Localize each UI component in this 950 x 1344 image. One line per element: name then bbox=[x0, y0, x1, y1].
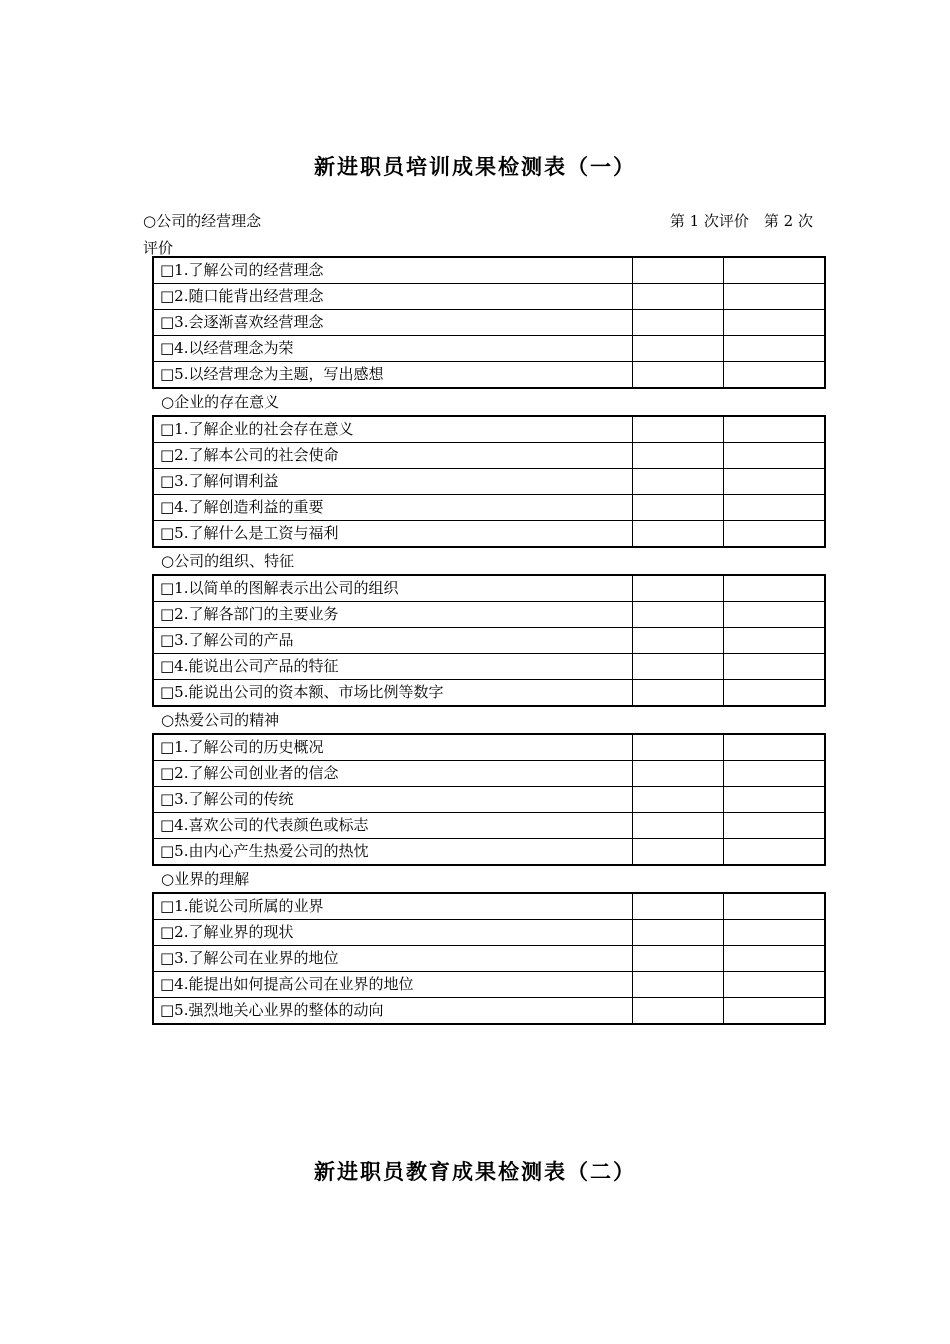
second-evaluation-cell[interactable] bbox=[724, 521, 826, 548]
checklist-table bbox=[152, 892, 826, 1025]
section-label: ○企业的存在意义 bbox=[161, 393, 280, 411]
section-label: ○公司的组织、特征 bbox=[161, 552, 295, 570]
second-evaluation-cell[interactable] bbox=[724, 469, 826, 495]
second-evaluation-cell[interactable] bbox=[724, 680, 826, 707]
table-row bbox=[153, 521, 825, 548]
second-evaluation-cell[interactable] bbox=[724, 416, 826, 443]
first-evaluation-cell[interactable] bbox=[633, 839, 724, 866]
checklist-item-text: □5.强烈地关心业界的整体的动向 bbox=[153, 998, 633, 1025]
first-evaluation-cell[interactable] bbox=[633, 654, 724, 680]
checklist-item-text: □1.能说公司所属的业界 bbox=[153, 893, 633, 920]
second-evaluation-cell[interactable] bbox=[724, 284, 826, 310]
checklist-item-text: □4.能说出公司产品的特征 bbox=[153, 654, 633, 680]
table-row bbox=[153, 310, 825, 336]
second-evaluation-cell[interactable] bbox=[724, 946, 826, 972]
table-row bbox=[153, 575, 825, 602]
table-row bbox=[153, 602, 825, 628]
table-row bbox=[153, 787, 825, 813]
page-title: 新进职员培训成果检测表（一） bbox=[314, 155, 636, 179]
first-evaluation-cell[interactable] bbox=[633, 310, 724, 336]
second-evaluation-cell[interactable] bbox=[724, 654, 826, 680]
checklist-item-text: □3.了解公司在业界的地位 bbox=[153, 946, 633, 972]
second-evaluation-cell[interactable] bbox=[724, 787, 826, 813]
checklist-item-text: □5.了解什么是工资与福利 bbox=[153, 521, 633, 548]
table-row bbox=[153, 654, 825, 680]
checklist-item-text: □3.了解公司的传统 bbox=[153, 787, 633, 813]
first-evaluation-cell[interactable] bbox=[633, 602, 724, 628]
checklist-item-text: □5.能说出公司的资本额、市场比例等数字 bbox=[153, 680, 633, 707]
first-evaluation-cell[interactable] bbox=[633, 628, 724, 654]
second-evaluation-cell[interactable] bbox=[724, 893, 826, 920]
second-evaluation-cell[interactable] bbox=[724, 813, 826, 839]
second-evaluation-cell[interactable] bbox=[724, 362, 826, 389]
checklist-item-text: □2.了解业界的现状 bbox=[153, 920, 633, 946]
section-header-row bbox=[143, 210, 813, 230]
table-row bbox=[153, 628, 825, 654]
checklist-item-text: □4.能提出如何提高公司在业界的地位 bbox=[153, 972, 633, 998]
table-row bbox=[153, 946, 825, 972]
checklist-item-text: □3.了解公司的产品 bbox=[153, 628, 633, 654]
section-label: ○公司的经营理念 bbox=[143, 212, 262, 230]
checklist-sections bbox=[152, 256, 826, 1025]
section-label: ○业界的理解 bbox=[161, 870, 250, 888]
first-evaluation-cell[interactable] bbox=[633, 416, 724, 443]
checklist-item-text: □4.了解创造利益的重要 bbox=[153, 495, 633, 521]
first-evaluation-cell[interactable] bbox=[633, 920, 724, 946]
table-row bbox=[153, 257, 825, 284]
first-evaluation-cell[interactable] bbox=[633, 680, 724, 707]
checklist-item-text: □1.了解公司的经营理念 bbox=[153, 257, 633, 284]
second-evaluation-cell[interactable] bbox=[724, 839, 826, 866]
first-evaluation-cell[interactable] bbox=[633, 972, 724, 998]
first-evaluation-cell[interactable] bbox=[633, 362, 724, 389]
first-evaluation-cell[interactable] bbox=[633, 257, 724, 284]
first-evaluation-cell[interactable] bbox=[633, 761, 724, 787]
checklist-item-text: □2.随口能背出经营理念 bbox=[153, 284, 633, 310]
checklist-item-text: □5.由内心产生热爱公司的热忱 bbox=[153, 839, 633, 866]
table-row bbox=[153, 362, 825, 389]
second-evaluation-cell[interactable] bbox=[724, 734, 826, 761]
first-evaluation-cell[interactable] bbox=[633, 521, 724, 548]
second-evaluation-cell[interactable] bbox=[724, 628, 826, 654]
evaluation-columns-label: 第 1 次评价 第 2 次 bbox=[669, 212, 813, 230]
checklist-table bbox=[152, 415, 826, 548]
second-evaluation-cell[interactable] bbox=[724, 495, 826, 521]
first-evaluation-cell[interactable] bbox=[633, 336, 724, 362]
second-evaluation-cell[interactable] bbox=[724, 443, 826, 469]
checklist-table bbox=[152, 574, 826, 707]
table-row bbox=[153, 839, 825, 866]
table-row bbox=[153, 972, 825, 998]
first-evaluation-cell[interactable] bbox=[633, 469, 724, 495]
second-evaluation-cell[interactable] bbox=[724, 920, 826, 946]
evaluation-columns-label-wrap: 评价 bbox=[143, 239, 174, 257]
first-evaluation-cell[interactable] bbox=[633, 946, 724, 972]
checklist-item-text: □2.了解公司创业者的信念 bbox=[153, 761, 633, 787]
table-row bbox=[153, 284, 825, 310]
table-row bbox=[153, 469, 825, 495]
second-page-title: 新进职员教育成果检测表（二） bbox=[314, 1160, 636, 1184]
first-evaluation-cell[interactable] bbox=[633, 575, 724, 602]
second-evaluation-cell[interactable] bbox=[724, 310, 826, 336]
checklist-item-text: □2.了解本公司的社会使命 bbox=[153, 443, 633, 469]
first-evaluation-cell[interactable] bbox=[633, 443, 724, 469]
table-row bbox=[153, 893, 825, 920]
table-row bbox=[153, 495, 825, 521]
table-row bbox=[153, 336, 825, 362]
table-row bbox=[153, 416, 825, 443]
table-row bbox=[153, 680, 825, 707]
first-evaluation-cell[interactable] bbox=[633, 787, 724, 813]
table-row bbox=[153, 443, 825, 469]
checklist-item-text: □5.以经营理念为主题，写出感想 bbox=[153, 362, 633, 389]
first-evaluation-cell[interactable] bbox=[633, 734, 724, 761]
second-evaluation-cell[interactable] bbox=[724, 257, 826, 284]
checklist-item-text: □3.了解何谓利益 bbox=[153, 469, 633, 495]
table-row bbox=[153, 761, 825, 787]
first-evaluation-cell[interactable] bbox=[633, 813, 724, 839]
first-evaluation-cell[interactable] bbox=[633, 495, 724, 521]
second-evaluation-cell[interactable] bbox=[724, 998, 826, 1025]
checklist-item-text: □1.了解企业的社会存在意义 bbox=[153, 416, 633, 443]
first-evaluation-cell[interactable] bbox=[633, 998, 724, 1025]
second-evaluation-cell[interactable] bbox=[724, 336, 826, 362]
first-evaluation-cell[interactable] bbox=[633, 893, 724, 920]
checklist-item-text: □2.了解各部门的主要业务 bbox=[153, 602, 633, 628]
table-row bbox=[153, 813, 825, 839]
second-evaluation-cell[interactable] bbox=[724, 575, 826, 602]
checklist-item-text: □1.了解公司的历史概况 bbox=[153, 734, 633, 761]
checklist-item-text: □4.以经营理念为荣 bbox=[153, 336, 633, 362]
table-row bbox=[153, 920, 825, 946]
second-evaluation-cell[interactable] bbox=[724, 602, 826, 628]
checklist-item-text: □1.以简单的图解表示出公司的组织 bbox=[153, 575, 633, 602]
checklist-table bbox=[152, 733, 826, 866]
checklist-item-text: □3.会逐渐喜欢经营理念 bbox=[153, 310, 633, 336]
first-evaluation-cell[interactable] bbox=[633, 284, 724, 310]
section-label: ○热爱公司的精神 bbox=[161, 711, 280, 729]
second-evaluation-cell[interactable] bbox=[724, 972, 826, 998]
second-evaluation-cell[interactable] bbox=[724, 761, 826, 787]
checklist-table bbox=[152, 256, 826, 389]
table-row bbox=[153, 734, 825, 761]
checklist-item-text: □4.喜欢公司的代表颜色或标志 bbox=[153, 813, 633, 839]
table-row bbox=[153, 998, 825, 1025]
